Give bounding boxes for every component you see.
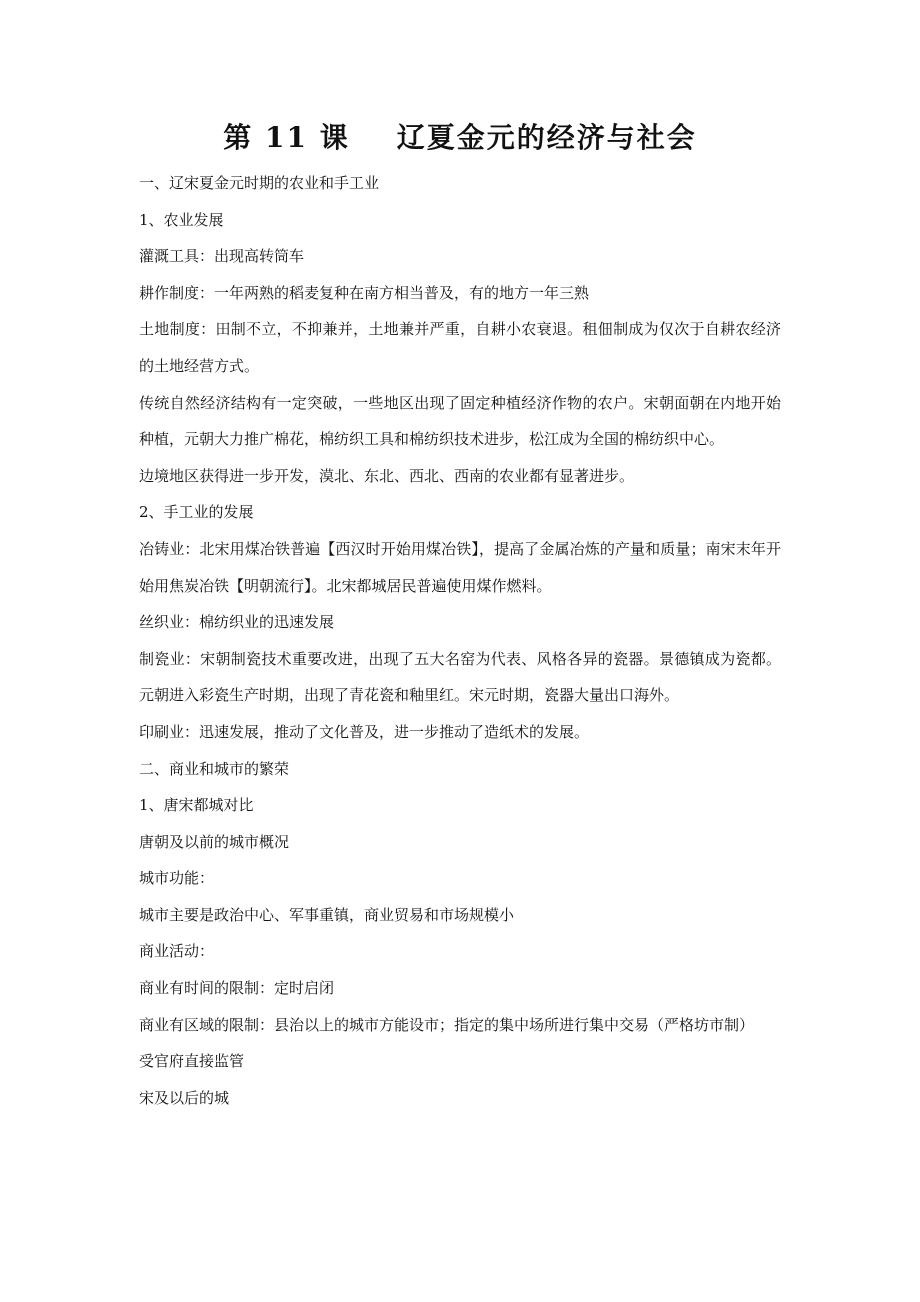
paragraph: 传统自然经济结构有一定突破，一些地区出现了固定种植经济作物的农户。宋朝面朝在内地开始种植，元朝大力推广棉花，棉纺织工具和棉纺织技术进步，松江成为全国的棉纺织中心。 (139, 393, 781, 449)
subsection-heading: 2、手工业的发展 (139, 503, 254, 522)
section-heading: 二、商业和城市的繁荣 (139, 759, 290, 778)
paragraph: 耕作制度：一年两熟的稻麦复种在南方相当普及，有的地方一年三熟 (139, 283, 590, 302)
paragraph: 边境地区获得进一步开发，漠北、东北、西北、西南的农业都有显著进步。 (139, 466, 635, 485)
subsection-heading: 1、唐宋都城对比 (139, 796, 254, 815)
page-title: 第 11 课 辽夏金元的经济与社会 (223, 121, 697, 154)
paragraph: 唐朝及以前的城市概况 (139, 832, 290, 851)
paragraph: 商业有时间的限制：定时启闭 (139, 979, 335, 998)
paragraph: 受官府直接监管 (139, 1052, 245, 1071)
paragraph: 土地制度：田制不立，不抑兼并，土地兼并严重，自耕小农衰退。租佃制成为仅次于自耕农经济的土地经营方式。 (139, 320, 781, 375)
paragraph: 宋及以后的城 (139, 1088, 230, 1107)
paragraph: 城市功能： (139, 869, 215, 888)
document-body (139, 165, 781, 1116)
paragraph: 商业有区域的限制：县治以上的城市方能设市；指定的集中场所进行集中交易（严格坊市制） (139, 1015, 755, 1034)
paragraph: 灌溉工具：出现高转筒车 (139, 247, 305, 266)
paragraph: 城市主要是政治中心、军事重镇，商业贸易和市场规模小 (139, 905, 515, 924)
subsection-heading: 1、农业发展 (139, 210, 224, 229)
paragraph: 丝织业：棉纺织业的迅速发展 (139, 613, 335, 632)
paragraph: 商业活动： (139, 942, 215, 961)
section-heading: 一、辽宋夏金元时期的农业和手工业 (139, 174, 380, 192)
paragraph: 制瓷业：宋朝制瓷技术重要改进，出现了五大名窑为代表、风格各异的瓷器。景德镇成为瓷都。元朝进入彩瓷生产时期，出现了青花瓷和釉里红。宋元时期，瓷器大量出口海外。 (139, 649, 781, 705)
paragraph: 冶铸业：北宋用煤冶铁普遍【西汉时开始用煤冶铁】，提高了金属冶炼的产量和质量；南宋末年开始用焦炭冶铁【明朝流行】。北宋都城居民普遍使用煤作燃料。 (139, 539, 781, 595)
paragraph: 印刷业：迅速发展，推动了文化普及，进一步推动了造纸术的发展。 (139, 722, 590, 741)
